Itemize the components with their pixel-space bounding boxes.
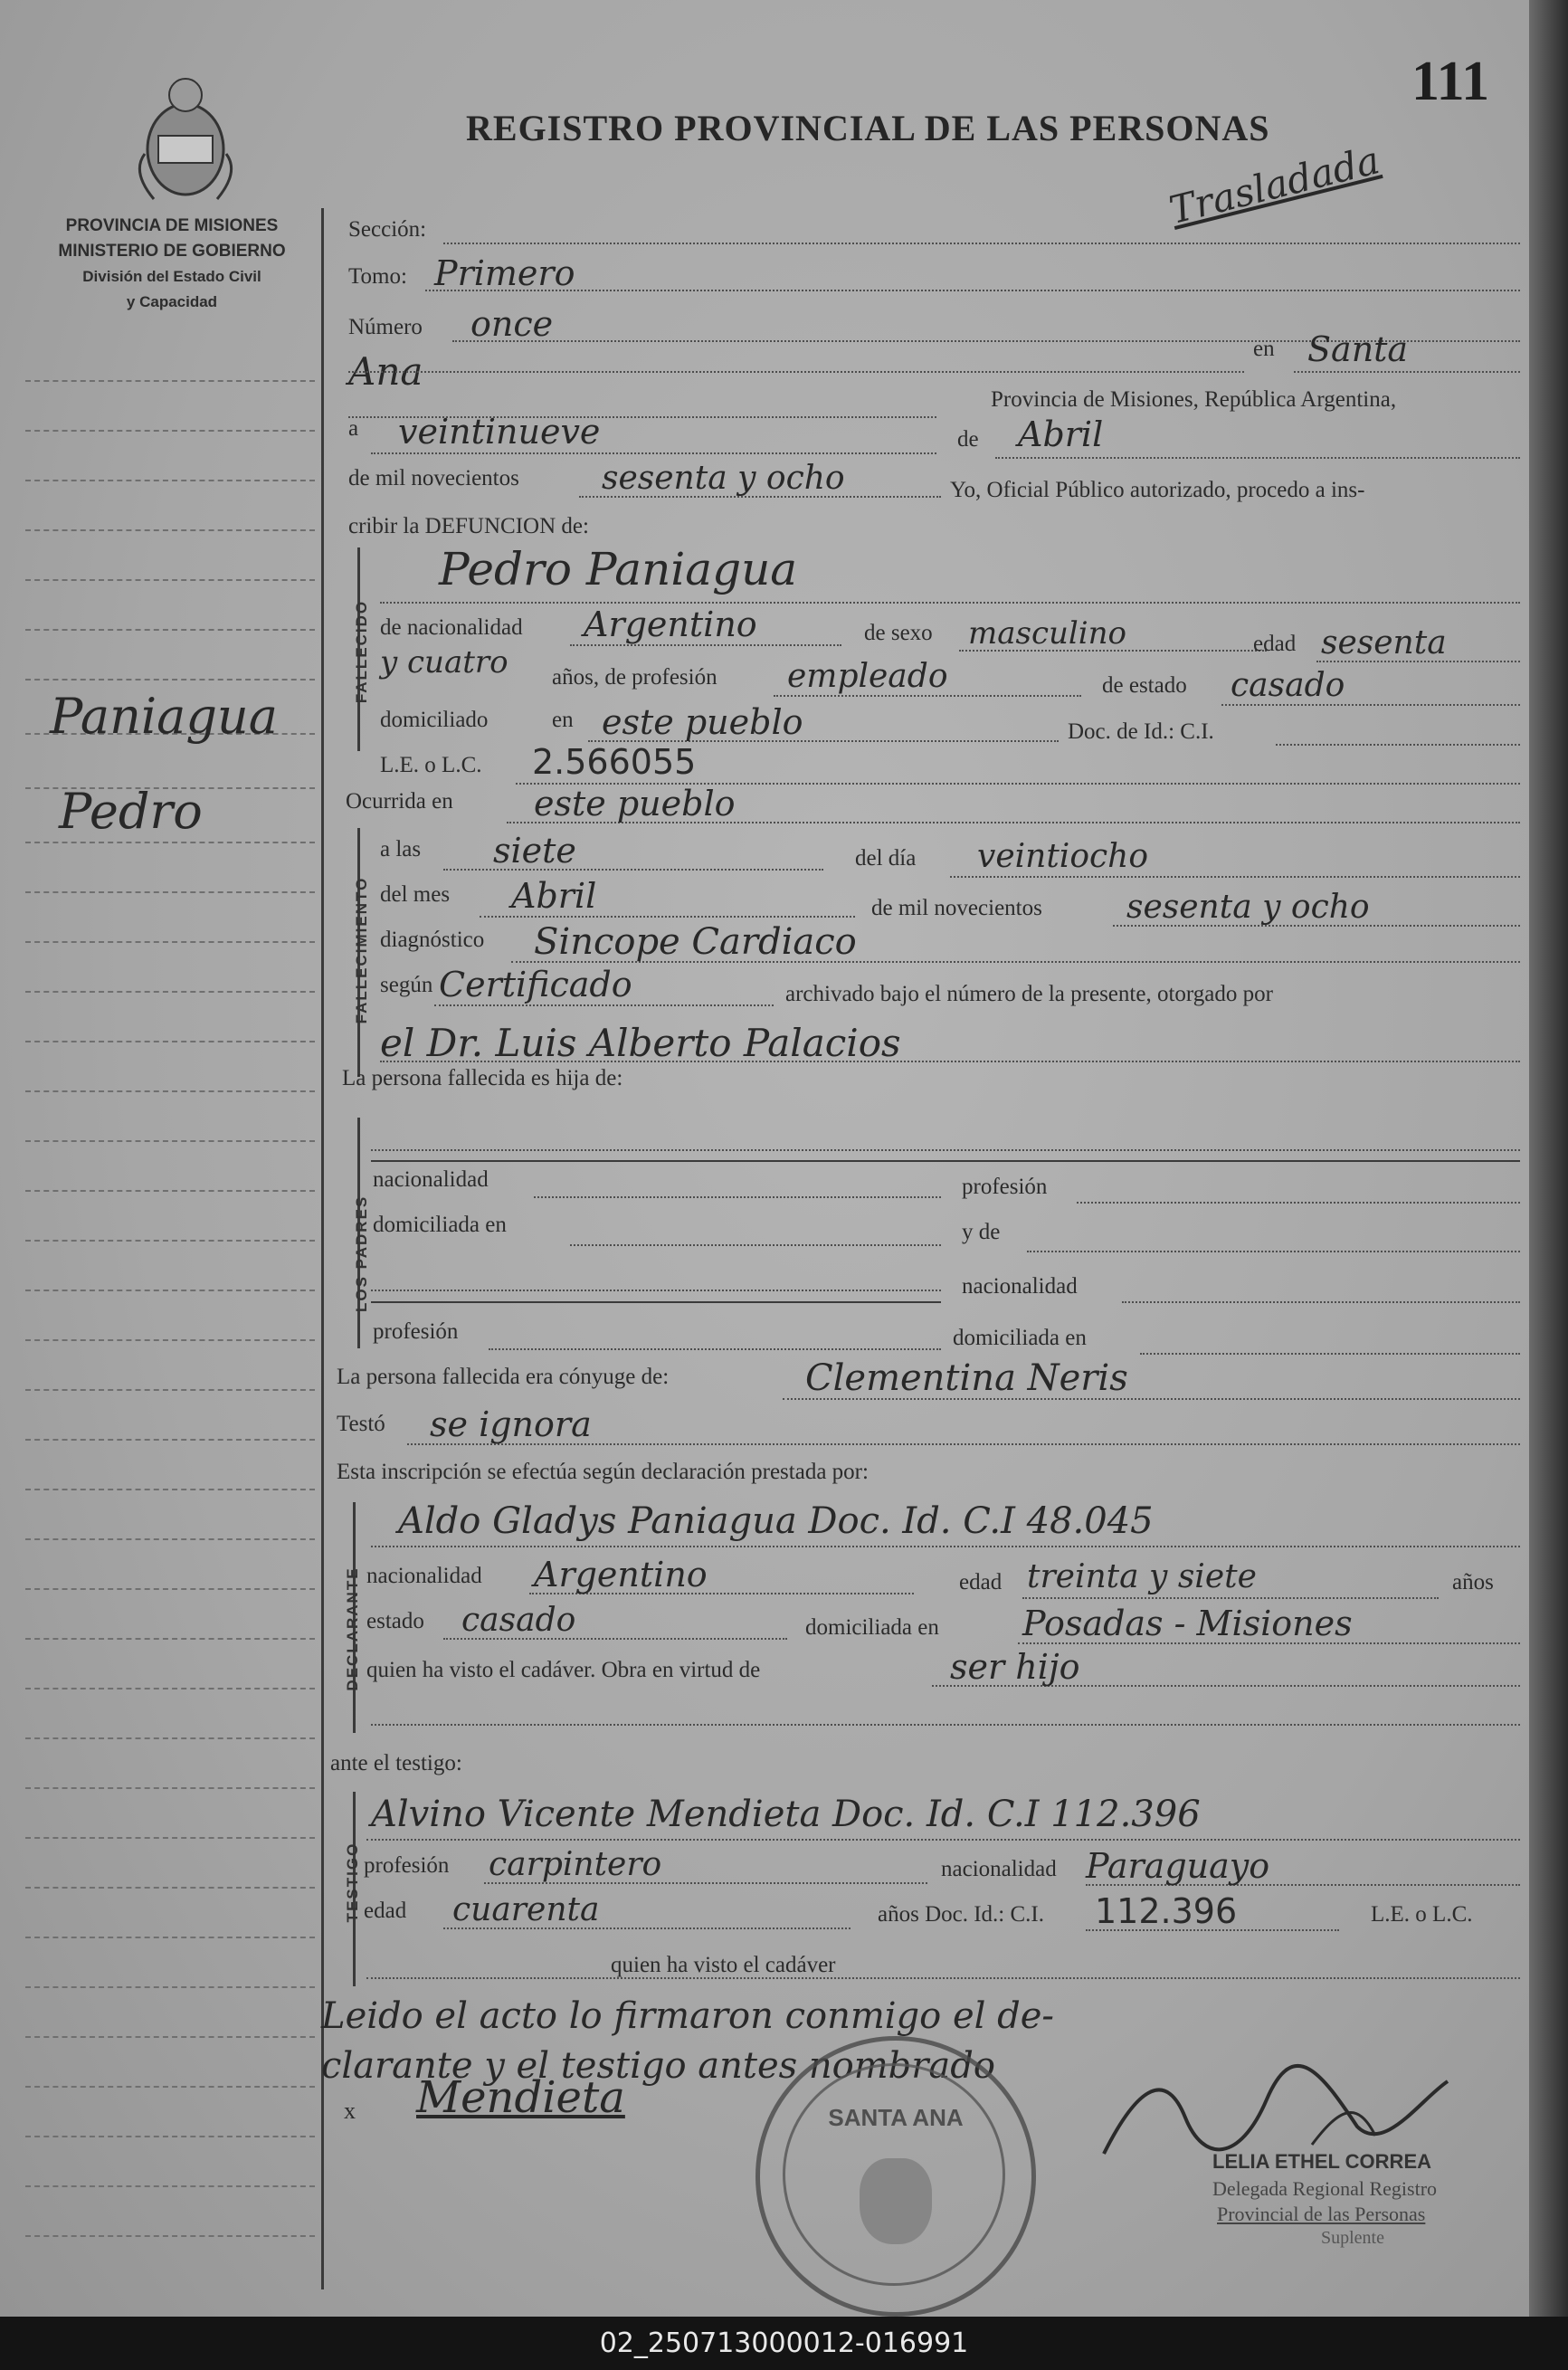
page-number: 111 [1411,51,1490,112]
rule [371,1301,941,1303]
value-decl-virtud: ser hijo [950,1647,1080,1687]
value-decl-edad: treinta y siete [1027,1558,1257,1595]
value-segun: Certificado [439,965,632,1004]
rule [371,1160,1520,1162]
label-yo: Yo, Oficial Público autorizado, procedo a ins- [950,478,1365,502]
label-ocurrida: Ocurrida en [346,789,453,814]
label-ante: ante el testigo: [330,1751,462,1775]
label-domiciliada-madre: domiciliada en [953,1326,1087,1350]
value-test-edad: cuarenta [452,1891,600,1928]
value-test-nacionalidad: Paraguayo [1086,1846,1270,1886]
label-cribir: cribir la DEFUNCION de: [348,514,589,538]
label-tomo: Tomo: [348,264,407,289]
official-seal [755,2036,1036,2317]
authority-line: División del Estado Civil [82,268,261,285]
value-decl-estado: casado [461,1602,576,1639]
value-mes-fallec: Abril [511,876,597,916]
value-edad-2: y cuatro [380,644,508,681]
label-y-de: y de [962,1220,1001,1244]
coat-of-arms-icon [127,72,244,208]
label-seccion: Sección: [348,217,427,242]
margin-divider [321,208,324,2289]
value-ocurrida: este pueblo [534,784,736,823]
value-test-profesion: carpintero [489,1846,662,1883]
side-label-padres: LOS PADRES [353,1195,370,1312]
label-profesion-testigo: profesión [364,1853,450,1878]
label-edad-declarante: edad [959,1570,1003,1594]
label-de-mil-2: de mil novecientos [871,896,1042,920]
side-label-fallecimiento: FALLECIMIENTO [353,876,370,1024]
image-caption: 02_250713000012-016991 [0,2317,1568,2370]
label-domiciliada-declarante: domiciliada en [805,1615,939,1640]
label-le: L.E. o L.C. [380,753,482,777]
label-inscripcion: Esta inscripción se efectúa según declaración prestada por: [337,1460,869,1484]
value-conyuge: Clementina Neris [805,1357,1128,1399]
label-edad: edad [1253,632,1297,656]
margin-note: Trasladada [1164,138,1384,233]
label-nacionalidad-testigo: nacionalidad [941,1857,1057,1881]
authority-line: MINISTERIO DE GOBIERNO [58,242,286,261]
value-declarante: Aldo Gladys Paniagua Doc. Id. C.I 48.045 [398,1500,1154,1542]
value-anio-fallec: sesenta y ocho [1126,889,1370,926]
label-estado: de estado [1102,673,1187,698]
label-domiciliado: domiciliado [380,708,489,732]
value-anio: sesenta y ocho [602,460,845,497]
value-diagnostico: Sincope Cardiaco [534,921,857,963]
value-dia: veintinueve [398,412,601,452]
authority-line: PROVINCIA DE MISIONES [65,216,279,235]
label-edad-testigo: edad [364,1899,407,1923]
value-medico: el Dr. Luis Alberto Palacios [380,1021,901,1065]
value-le: 2.566055 [532,742,697,782]
value-lugar-2: Ana [348,349,423,394]
label-en-domicilio: en [552,708,574,732]
seal-emblem-icon [860,2158,932,2244]
value-decl-domicilio: Posadas - Misiones [1022,1604,1353,1643]
label-anios-doc: años Doc. Id.: C.I. [878,1902,1044,1927]
value-sexo: masculino [968,615,1127,652]
label-profesion-madre: profesión [373,1319,459,1344]
label-numero: Número [348,315,423,339]
witness-signature: Mendieta [416,2072,625,2123]
label-nacionalidad-declarante: nacionalidad [366,1564,482,1588]
value-numero: once [470,304,554,344]
label-conyuge: La persona fallecida era cónyuge de: [337,1365,670,1389]
issuing-authority [36,214,308,315]
label-provincia: Provincia de Misiones, República Argentina, [991,387,1397,412]
closing-line-2: clarante y el testigo antes nombrado [321,2045,995,2087]
value-testigo: Alvino Vicente Mendieta Doc. Id. C.I 112.396 [371,1794,1201,1835]
authority-line: y Capacidad [126,293,218,310]
seal-text: SANTA ANA [828,2104,964,2131]
label-en: en [1253,337,1275,361]
label-anios-profesion: años, de profesión [552,665,717,690]
label-del-mes: del mes [380,882,451,907]
value-nombre: Pedro Paniagua [439,543,798,595]
value-test-ci: 112.396 [1095,1891,1238,1931]
label-nacionalidad-madre: nacionalidad [962,1274,1078,1299]
value-tomo: Primero [434,253,575,293]
signature-mark: x [344,2098,356,2124]
side-label-fallecido: FALLECIDO [353,599,370,704]
official-role-3: Suplente [1321,2228,1384,2248]
label-testo: Testó [337,1412,385,1436]
label-anios-declarante: años [1452,1570,1494,1594]
page-title: REGISTRO PROVINCIAL DE LAS PERSONAS [466,108,1270,148]
label-de: de [957,427,979,452]
label-del-dia: del día [855,846,917,871]
binding-edge [1529,0,1568,2317]
label-archivado: archivado bajo el número de la presente, otorgado por [785,982,1273,1006]
value-edad-1: sesenta [1321,624,1447,662]
label-estado-declarante: estado [366,1609,424,1633]
value-hora: siete [493,831,576,871]
value-testo: se ignora [430,1404,592,1444]
label-le-testigo: L.E. o L.C. [1371,1902,1473,1927]
value-decl-nacionalidad: Argentino [534,1555,708,1594]
label-nacionalidad-padre: nacionalidad [373,1167,489,1192]
value-nacionalidad: Argentino [584,604,757,644]
label-doc: Doc. de Id.: C.I. [1068,719,1214,744]
label-nacionalidad: de nacionalidad [380,615,523,640]
label-profesion-padre: profesión [962,1175,1048,1199]
margin-given-name: Pedro [59,783,203,840]
margin-surname: Paniagua [50,688,278,745]
label-visto: quien ha visto el cadáver. Obra en virtud de [366,1658,761,1682]
label-diagnostico: diagnóstico [380,928,485,952]
official-role-2: Provincial de las Personas [1217,2203,1426,2225]
label-a-las: a las [380,837,422,861]
label-hija: La persona fallecida es hija de: [342,1066,623,1090]
label-de-mil: de mil novecientos [348,466,519,490]
label-visto-testigo: quien ha visto el cadáver [611,1953,836,1977]
label-domiciliada-padre: domiciliada en [373,1213,507,1237]
value-estado: casado [1231,667,1345,704]
side-label-declarante: DECLARANTE [344,1566,361,1691]
value-dia-fallec: veintiocho [977,838,1149,875]
label-segun: según [380,973,433,997]
closing-line-1: Leido el acto lo firmaron conmigo el de- [321,1995,1054,2037]
official-role-1: Delegada Regional Registro [1212,2177,1438,2200]
value-mes: Abril [1018,414,1104,454]
label-sexo: de sexo [864,621,933,645]
official-name: LELIA ETHEL CORREA [1212,2150,1432,2173]
label-a: a [348,416,359,441]
value-profesion: empleado [787,658,948,695]
value-lugar-1: Santa [1307,329,1409,369]
value-domicilio: este pueblo [602,702,803,742]
side-label-testigo: TESTIGO [344,1842,361,1923]
